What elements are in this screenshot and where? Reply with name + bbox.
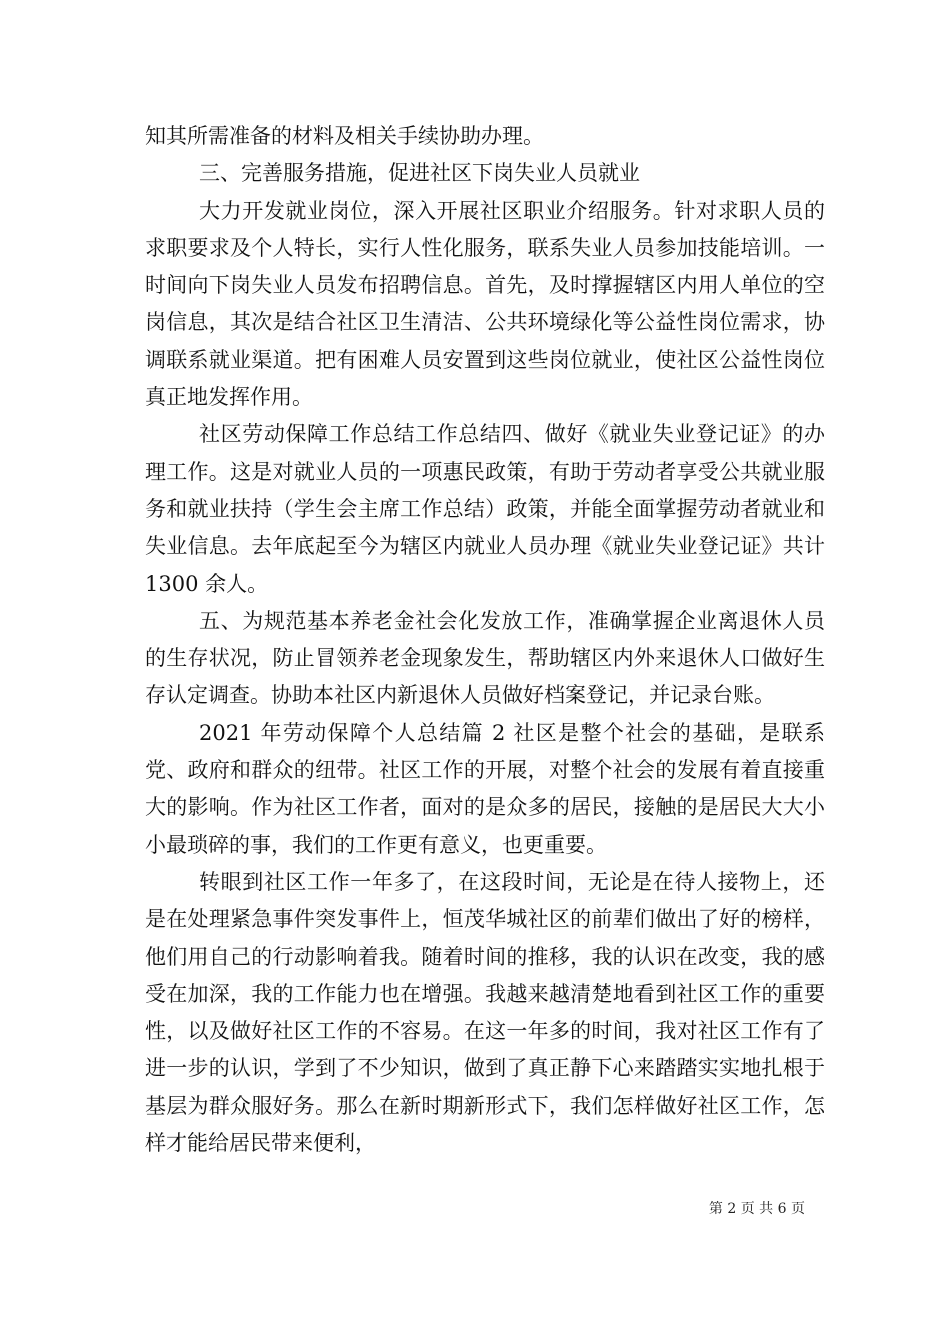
paragraph-5: 五、为规范基本养老金社会化发放工作，准确掌握企业离退休人员的生存状况，防止冒领养老金现象发生，帮助辖区内外来退休人口做好生存认定调查。协助本社区内新退休人员做好档案登记，并记录台账。 — [145, 608, 825, 708]
section-heading-3: 三、完善服务措施，促进社区下岗失业人员就业 — [199, 161, 640, 186]
paragraph-3: 大力开发就业岗位，深入开展社区职业介绍服务。针对求职人员的求职要求及个人特长，实行人性化服务，联系失业人员参加技能培训。一时间向下岗失业人员发布招聘信息。首先，及时撑握辖区内用人单位的空岗信息，其次是结合社区卫生清洁、公共环境绿化等公益性岗位需求，协调联系就业渠道。把有困难人员安置到这些岗位就业，使社区公益性岗位真正地发挥作用。 — [145, 198, 825, 410]
paragraph-1: 知其所需准备的材料及相关手续协助办理。 — [145, 124, 544, 148]
document-body — [145, 118, 825, 1162]
paragraph-7: 转眼到社区工作一年多了，在这段时间，无论是在待人接物上，还是在处理紧急事件突发事件上，恒茂华城社区的前辈们做出了好的榜样，他们用自己的行动影响着我。随着时间的推移，我的认识在改变，我的感受在加深，我的工作能力也在增强。我越来越清楚地看到社区工作的重要性，以及做好社区工作的不容易。在这一年多的时间，我对社区工作有了进一步的认识，学到了不少知识，做到了真正静下心来踏踏实实地扎根于基层为群众服好务。那么在新时期新形式下，我们怎样做好社区工作，怎样才能给居民带来便利， — [145, 869, 825, 1156]
paragraph-4: 社区劳动保障工作总结工作总结四、做好《就业失业登记证》的办理工作。这是对就业人员的一项惠民政策，有助于劳动者享受公共就业服务和就业扶持（学生会主席工作总结）政策，并能全面掌握劳动者就业和失业信息。去年底起至今为辖区内就业人员办理《就业失业登记证》共计 1300 余人。 — [145, 422, 825, 596]
paragraph-6: 2021 年劳动保障个人总结篇 2 社区是整个社会的基础，是联系党、政府和群众的纽带。社区工作的开展，对整个社会的发展有着直接重大的影响。作为社区工作者，面对的是众多的居民，接触的是居民大大小小最琐碎的事，我们的工作更有意义，也更重要。 — [145, 720, 825, 857]
page-number-footer: 第 2 页 共 6 页 — [708, 1201, 805, 1217]
